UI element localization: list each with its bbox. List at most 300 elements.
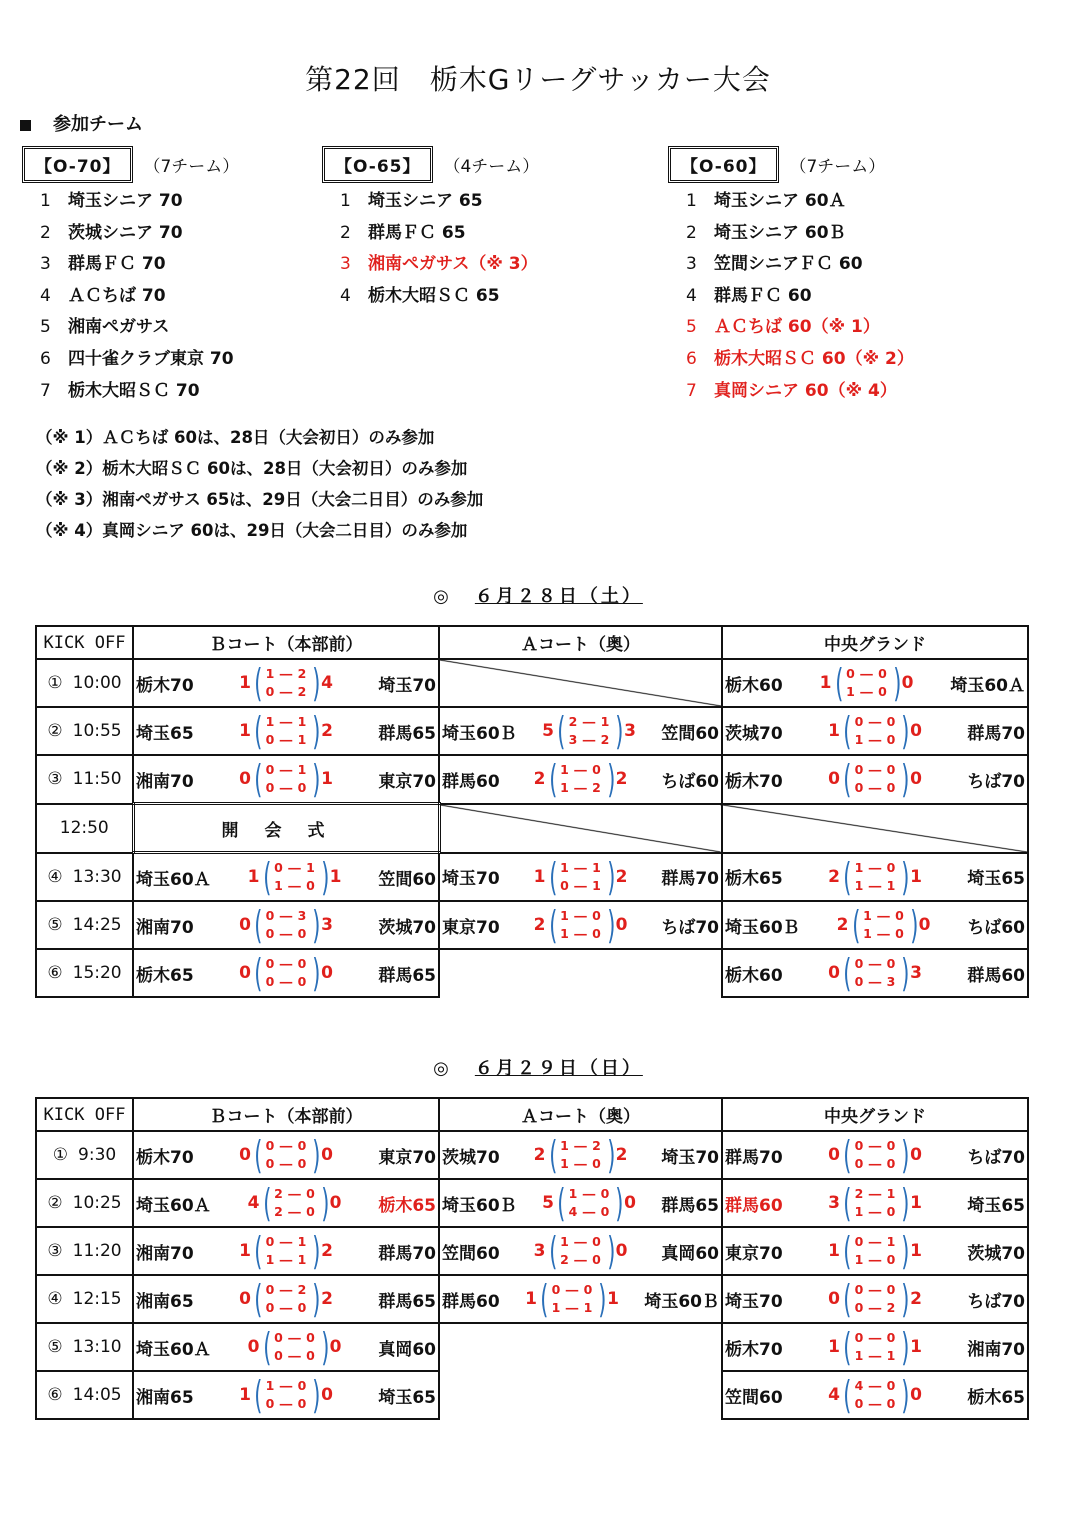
away-total: 2	[910, 1289, 922, 1309]
column-header: KICK OFF	[36, 626, 133, 659]
away-team: 埼玉65	[967, 869, 1025, 890]
kickoff-cell	[36, 804, 133, 853]
day-heading-1	[0, 582, 1076, 608]
score	[541, 709, 637, 753]
away-first-half: 0	[592, 908, 601, 923]
group-count: （4チーム）	[443, 156, 540, 177]
half-scores	[851, 1281, 899, 1317]
score	[238, 903, 334, 947]
match	[723, 1181, 1027, 1225]
home-first-half: 0	[265, 1138, 275, 1153]
home-second-half: 0	[274, 1348, 283, 1363]
match-number: ⑤	[47, 1337, 63, 1357]
match	[134, 1229, 438, 1273]
note-item: （※ 4）真岡シニア 60は、29日（大会二日目）のみ参加	[36, 521, 468, 540]
note-item: （※ 1）ＡＣちば 60は、28日（大会初日）のみ参加	[36, 428, 435, 447]
left-bracket-icon: (	[843, 1229, 852, 1273]
home-second-half: 2	[560, 1252, 569, 1267]
match-cell	[133, 1131, 439, 1179]
match-cell	[722, 659, 1028, 707]
home-team: 栃木70	[136, 1147, 194, 1168]
away-team: 群馬60	[967, 965, 1025, 986]
schedule-row	[36, 659, 1028, 707]
kickoff-cell	[36, 853, 133, 902]
away-team: 笠間60	[378, 869, 436, 890]
away-second-half: 2	[297, 684, 307, 699]
home-first-half: 1	[265, 714, 275, 729]
away-second-half: 0	[886, 1396, 896, 1411]
home-team: 埼玉70	[725, 1291, 783, 1312]
match	[440, 1229, 721, 1273]
away-team: 茨城70	[967, 1243, 1025, 1264]
team-name: 埼玉シニア 70	[68, 191, 183, 211]
away-first-half: 0	[306, 1330, 315, 1345]
half-scores	[557, 859, 605, 895]
home-second-half: 1	[854, 732, 864, 747]
home-second-half: 1	[854, 1204, 864, 1219]
team-number: 4	[340, 285, 351, 306]
kickoff-time: 15:20	[72, 963, 122, 983]
home-total: 2	[533, 769, 546, 790]
match-cell	[722, 1179, 1028, 1227]
dash: ―	[574, 859, 587, 875]
schedule-row	[36, 1275, 1028, 1323]
dash: ―	[868, 1204, 882, 1219]
half-scores	[557, 907, 605, 943]
away-team: 群馬70	[661, 869, 719, 890]
away-total: 0	[329, 1193, 342, 1213]
kickoff-time: 13:30	[72, 866, 122, 887]
away-second-half: 0	[297, 780, 307, 795]
score	[238, 1133, 334, 1177]
match-cell	[439, 1275, 722, 1323]
score	[238, 1277, 334, 1321]
away-second-half: 0	[886, 780, 896, 796]
home-first-half: 0	[551, 1282, 561, 1297]
dash: ―	[279, 1378, 293, 1393]
away-total: 0	[910, 769, 922, 790]
match	[440, 854, 721, 899]
match-cell	[439, 1179, 722, 1227]
match-cell	[722, 949, 1028, 997]
home-first-half: 2	[854, 1186, 864, 1201]
away-team: 茨城70	[378, 917, 436, 938]
match-number: ④	[47, 866, 63, 887]
away-second-half: 1	[886, 1348, 896, 1363]
home-team: 栃木65	[725, 869, 783, 890]
left-bracket-icon: (	[843, 1181, 852, 1225]
home-second-half: 1	[854, 1252, 864, 1267]
away-second-half: 2	[600, 732, 610, 747]
home-first-half: 0	[854, 1138, 864, 1153]
dash: ―	[582, 714, 596, 729]
dash: ―	[582, 1186, 596, 1201]
home-total: 1	[239, 1241, 251, 1261]
dash: ―	[868, 859, 882, 875]
home-team: 埼玉65	[136, 723, 194, 744]
score	[827, 951, 923, 995]
match-cell	[722, 1131, 1028, 1179]
schedule-row	[36, 755, 1028, 804]
dash: ―	[868, 780, 882, 796]
left-bracket-icon: (	[254, 1277, 263, 1321]
home-second-half: 0	[854, 780, 864, 796]
away-total: 2	[321, 721, 333, 741]
dash: ―	[868, 762, 882, 778]
match	[440, 1181, 721, 1225]
left-bracket-icon: (	[254, 951, 263, 995]
home-total: 0	[239, 963, 251, 983]
dash: ―	[574, 1252, 587, 1267]
dash: ―	[279, 762, 293, 777]
home-team: 湘南70	[136, 771, 194, 792]
home-total: 1	[239, 721, 251, 741]
dash: ―	[877, 908, 890, 923]
section-heading-label: 参加チーム	[53, 114, 143, 135]
right-bracket-icon: )	[312, 709, 321, 753]
half-scores	[557, 1233, 605, 1269]
match-cell	[133, 1227, 439, 1275]
match-cell	[133, 755, 439, 804]
dash: ―	[868, 1348, 882, 1363]
match	[723, 1229, 1027, 1273]
left-bracket-icon: (	[548, 1133, 557, 1177]
home-team: 栃木65	[136, 965, 194, 986]
home-total: 1	[828, 1337, 840, 1357]
right-bracket-icon: )	[901, 709, 910, 753]
match-number: ①	[52, 1145, 69, 1165]
match	[723, 903, 1027, 947]
away-second-half: 0	[306, 1204, 315, 1219]
kickoff-time: 12:50	[59, 818, 109, 838]
home-first-half: 0	[265, 1282, 275, 1297]
team-number: 2	[40, 222, 51, 243]
half-scores	[262, 713, 310, 749]
match-cell	[133, 949, 439, 997]
match	[723, 854, 1027, 899]
schedule-row	[36, 1131, 1028, 1179]
home-first-half: 1	[854, 859, 864, 875]
group-code: 【O-65】	[322, 146, 433, 183]
match-cell	[722, 1227, 1028, 1275]
column-header: 中央グランド	[722, 626, 1028, 659]
match-cell	[722, 755, 1028, 804]
away-second-half: 1	[583, 1300, 593, 1315]
kickoff-cell	[36, 1179, 133, 1227]
dash: ―	[868, 877, 882, 893]
home-total: 0	[239, 1289, 251, 1309]
match-number: ③	[47, 769, 63, 790]
half-scores	[262, 665, 310, 701]
home-second-half: 1	[854, 1348, 864, 1363]
home-second-half: 0	[265, 732, 275, 747]
dash: ―	[279, 732, 293, 747]
blank-slot	[439, 1371, 722, 1419]
match	[134, 1373, 438, 1417]
left-bracket-icon: (	[843, 854, 852, 899]
blank-slot	[439, 1323, 722, 1371]
away-first-half: 0	[886, 1378, 896, 1393]
home-first-half: 1	[560, 908, 569, 923]
away-total: 0	[901, 673, 914, 693]
team-number: 5	[40, 317, 51, 338]
dash: ―	[868, 1186, 882, 1201]
half-scores	[557, 761, 605, 797]
home-second-half: 1	[265, 1252, 275, 1267]
away-first-half: 0	[878, 666, 887, 681]
match-cell	[722, 1323, 1028, 1371]
home-team: 湘南65	[136, 1387, 194, 1408]
half-scores	[851, 955, 899, 991]
half-scores	[851, 1137, 899, 1173]
away-second-half: 0	[306, 878, 315, 893]
match	[134, 1181, 438, 1225]
dash: ―	[279, 926, 293, 941]
score	[827, 1325, 923, 1369]
opening-ceremony: 開会式	[133, 804, 439, 853]
match	[134, 855, 438, 899]
team-number: 3	[686, 254, 697, 275]
header-row	[36, 1098, 1028, 1131]
away-team: 真岡60	[661, 1243, 719, 1264]
away-team: 東京70	[378, 1147, 436, 1168]
home-second-half: 0	[854, 1396, 864, 1411]
match-cell	[133, 659, 439, 707]
dash: ―	[582, 732, 596, 747]
half-scores	[851, 859, 899, 895]
empty-slot	[722, 804, 1028, 853]
dash: ―	[279, 666, 293, 681]
home-first-half: 0	[854, 1234, 864, 1249]
away-second-half: 0	[297, 1156, 307, 1171]
dash: ―	[279, 1234, 293, 1249]
away-team: 笠間60	[661, 723, 719, 744]
score	[238, 661, 334, 705]
home-second-half: 0	[265, 1396, 275, 1411]
away-team: 埼玉60Ｂ	[644, 1291, 719, 1312]
away-team: ちば70	[661, 917, 719, 938]
away-first-half: 1	[886, 1186, 896, 1201]
away-team: 埼玉70	[378, 675, 436, 696]
team-item	[686, 186, 914, 218]
header-row	[36, 626, 1028, 659]
match-number: ③	[47, 1241, 63, 1261]
home-second-half: 0	[854, 1300, 864, 1315]
home-total: 2	[533, 915, 546, 935]
right-bracket-icon: )	[606, 1133, 615, 1177]
dash: ―	[279, 1300, 293, 1315]
team-item	[40, 281, 239, 313]
home-second-half: 1	[863, 926, 872, 941]
away-total: 0	[615, 915, 628, 935]
match-cell	[439, 1131, 722, 1179]
score	[827, 1181, 923, 1225]
team-item	[340, 249, 539, 281]
home-first-half: 1	[265, 1378, 275, 1393]
home-total: 0	[239, 915, 251, 935]
home-first-half: 4	[854, 1378, 864, 1393]
home-total: 0	[239, 769, 251, 789]
team-item	[40, 218, 239, 250]
note-item: （※ 3）湘南ペガサス 65は、29日（大会二日目）のみ参加	[36, 490, 484, 509]
team-item	[686, 376, 914, 408]
right-bracket-icon: )	[901, 1325, 910, 1369]
away-first-half: 0	[886, 1282, 896, 1297]
right-bracket-icon: )	[606, 1229, 615, 1273]
right-bracket-icon: )	[312, 1277, 321, 1321]
home-second-half: 1	[854, 877, 864, 893]
team-number: 4	[686, 285, 697, 306]
dash: ―	[868, 732, 882, 747]
home-second-half: 1	[846, 684, 855, 699]
dash: ―	[565, 1300, 579, 1315]
right-bracket-icon: )	[312, 1133, 321, 1177]
away-first-half: 0	[886, 1138, 896, 1153]
day-date: ６月２８日（土）	[474, 586, 643, 607]
match	[723, 1325, 1027, 1369]
left-bracket-icon: (	[254, 1133, 263, 1177]
away-second-half: 1	[297, 1252, 307, 1267]
dash: ―	[288, 878, 301, 893]
dash: ―	[574, 877, 587, 893]
away-first-half: 2	[297, 1282, 307, 1297]
away-team: 埼玉60Ａ	[950, 675, 1025, 696]
dash: ―	[279, 1396, 293, 1411]
right-bracket-icon: )	[901, 757, 910, 802]
away-total: 0	[321, 963, 333, 983]
home-first-half: 0	[854, 956, 864, 971]
away-team: 群馬65	[661, 1195, 719, 1216]
empty-slot	[439, 659, 722, 707]
home-second-half: 0	[265, 1300, 275, 1315]
away-first-half: 1	[297, 714, 307, 729]
away-total: 1	[910, 866, 922, 887]
dash: ―	[868, 974, 882, 989]
kickoff-cell	[36, 707, 133, 755]
away-total: 1	[329, 867, 342, 887]
home-first-half: 0	[265, 762, 275, 777]
away-team: 東京70	[378, 771, 436, 792]
away-team: ちば60	[967, 917, 1025, 938]
team-item	[40, 312, 239, 344]
home-second-half: 1	[551, 1300, 561, 1315]
match-cell	[133, 1179, 439, 1227]
left-bracket-icon: (	[262, 1325, 271, 1369]
kickoff-time: 10:55	[72, 721, 122, 741]
home-total: 1	[239, 1385, 251, 1405]
right-bracket-icon: )	[312, 903, 321, 947]
left-bracket-icon: (	[843, 757, 852, 802]
schedule-table-day2	[35, 1097, 1029, 1420]
home-second-half: 2	[274, 1204, 283, 1219]
home-first-half: 1	[265, 666, 275, 681]
kickoff-time: 12:15	[72, 1289, 122, 1309]
match	[723, 709, 1027, 753]
home-total: 2	[836, 915, 849, 935]
dash: ―	[574, 926, 587, 941]
home-team: 湘南70	[136, 917, 194, 938]
kickoff-cell	[36, 659, 133, 707]
home-team: 栃木70	[725, 1339, 783, 1360]
group-header	[22, 146, 239, 182]
left-bracket-icon: (	[843, 1277, 852, 1321]
match-cell	[439, 755, 722, 804]
home-first-half: 1	[560, 1234, 569, 1249]
match	[723, 951, 1027, 995]
score	[827, 1133, 923, 1177]
home-team: 埼玉70	[442, 869, 500, 890]
away-total: 0	[329, 1337, 342, 1357]
match-cell	[133, 707, 439, 755]
match-cell	[439, 853, 722, 902]
right-bracket-icon: )	[320, 1325, 329, 1369]
score	[827, 1229, 923, 1273]
kickoff-cell	[36, 901, 133, 949]
note-item: （※ 2）栃木大昭ＳＣ 60は、28日（大会初日）のみ参加	[36, 459, 468, 478]
away-total: 1	[910, 1241, 922, 1261]
team-item	[340, 281, 539, 313]
away-team: ちば60	[661, 771, 719, 792]
away-first-half: 1	[600, 714, 610, 729]
away-first-half: 0	[895, 908, 904, 923]
away-second-half: 0	[297, 926, 307, 941]
home-second-half: 0	[854, 1156, 864, 1171]
team-number: 4	[40, 285, 51, 306]
left-bracket-icon: (	[548, 1229, 557, 1273]
match	[440, 709, 721, 753]
section-heading	[20, 110, 143, 136]
home-total: 1	[828, 1241, 840, 1261]
match-cell	[722, 853, 1028, 902]
team-number: 6	[686, 348, 697, 369]
half-scores	[851, 1377, 899, 1413]
half-scores	[262, 1233, 310, 1269]
home-first-half: 0	[854, 1282, 864, 1297]
left-bracket-icon: (	[843, 1325, 852, 1369]
match	[440, 903, 721, 947]
away-first-half: 0	[600, 1186, 610, 1201]
home-second-half: 4	[568, 1204, 578, 1219]
home-team: 栃木60	[725, 675, 783, 696]
score	[247, 1325, 343, 1369]
dash: ―	[288, 1348, 301, 1363]
left-bracket-icon: (	[254, 903, 263, 947]
team-name: 四十雀クラブ東京 70	[68, 348, 234, 369]
score	[827, 757, 923, 802]
away-first-half: 0	[297, 1138, 307, 1153]
away-first-half: 2	[592, 1138, 601, 1153]
half-scores	[851, 761, 899, 797]
left-bracket-icon: (	[254, 1229, 263, 1273]
dash: ―	[868, 1156, 882, 1171]
right-bracket-icon: )	[901, 1229, 910, 1273]
away-total: 3	[910, 963, 922, 983]
home-team: 茨城70	[725, 723, 783, 744]
dash: ―	[868, 956, 882, 971]
home-team: 東京70	[442, 917, 500, 938]
home-first-half: 0	[265, 908, 275, 923]
away-total: 0	[918, 915, 931, 935]
group-count: （7チーム）	[143, 156, 240, 177]
away-first-half: 1	[297, 762, 307, 777]
away-second-half: 2	[592, 780, 601, 796]
kickoff-time: 11:50	[72, 769, 122, 790]
away-second-half: 1	[592, 877, 601, 893]
right-bracket-icon: )	[606, 854, 615, 899]
home-team: 群馬60	[442, 771, 500, 792]
away-team: 湘南70	[967, 1339, 1025, 1360]
away-total: 2	[321, 1241, 333, 1261]
